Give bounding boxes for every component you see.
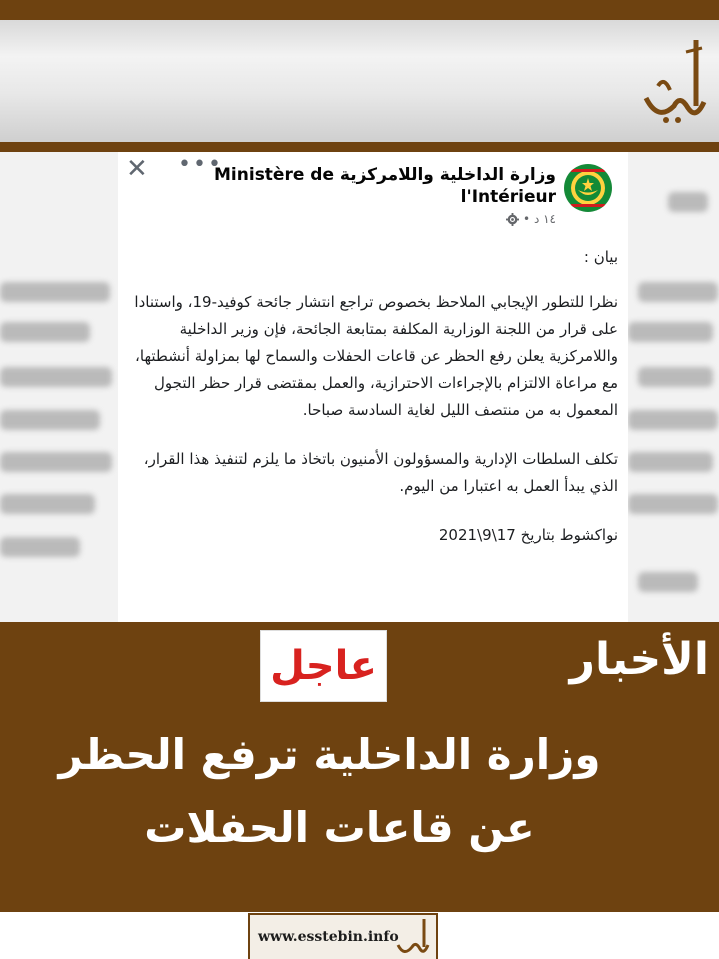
statement-paragraph-1: نظرا للتطور الإيجابي الملاحظ بخصوص تراجع انتشار جائحة كوفيد-19، واستنادا على قرار من اللجنة الوزارية المكلفة بمتابعة الجائحة، فإن وزير الداخلية واللامركزية يعلن رفع الحظر عن قاعات الحفلات والسماح لها بمزاولة أنشطتها، مع مراعاة الالتزام بالإجراءات الاحترازية، والعمل بمقتضى قرار حظر التجول المعمول به من منتصف الليل لغاية السادسة صباحا. — [134, 293, 618, 419]
statement-signature: نواكشوط بتاريخ 17\9\2021 — [438, 526, 618, 544]
top-brand-bar — [0, 0, 719, 20]
ministry-avatar[interactable] — [564, 164, 612, 212]
statement-paragraph-2: تكلف السلطات الإدارية والمسؤولون الأمنيون باتخاذ ما يلزم لتنفيذ هذا القرار، الذي يبدأ العمل به اعتبارا من اليوم. — [143, 450, 618, 495]
header-band — [0, 20, 719, 142]
header-divider — [0, 142, 719, 152]
post-meta — [506, 212, 556, 226]
post-time: ١٤ د • — [523, 212, 556, 226]
urgent-badge — [260, 630, 387, 702]
more-options-icon[interactable]: ••• — [178, 152, 223, 177]
headline-line-1: وزارة الداخلية ترفع الحظر — [58, 730, 601, 779]
footer-logo-icon — [394, 917, 432, 957]
news-section-label: الأخبار — [569, 634, 709, 685]
close-icon[interactable]: ✕ — [126, 154, 148, 184]
page-name[interactable]: وزارة الداخلية واللامركزية Ministère de l'Intérieur — [214, 165, 556, 207]
headline-line-2: عن قاعات الحفلات — [144, 803, 535, 852]
urgent-label: عاجل — [270, 643, 377, 689]
statement-title: بيان : — [583, 248, 618, 266]
footer-url[interactable]: www.esstebin.info — [258, 929, 399, 945]
blurred-background-left — [0, 152, 118, 622]
post-body — [118, 244, 618, 571]
blurred-background-right — [628, 152, 719, 622]
esstebin-logo — [640, 36, 712, 128]
privacy-gear-icon — [506, 213, 519, 226]
facebook-post-card — [118, 152, 628, 622]
footer-badge[interactable] — [248, 913, 438, 959]
